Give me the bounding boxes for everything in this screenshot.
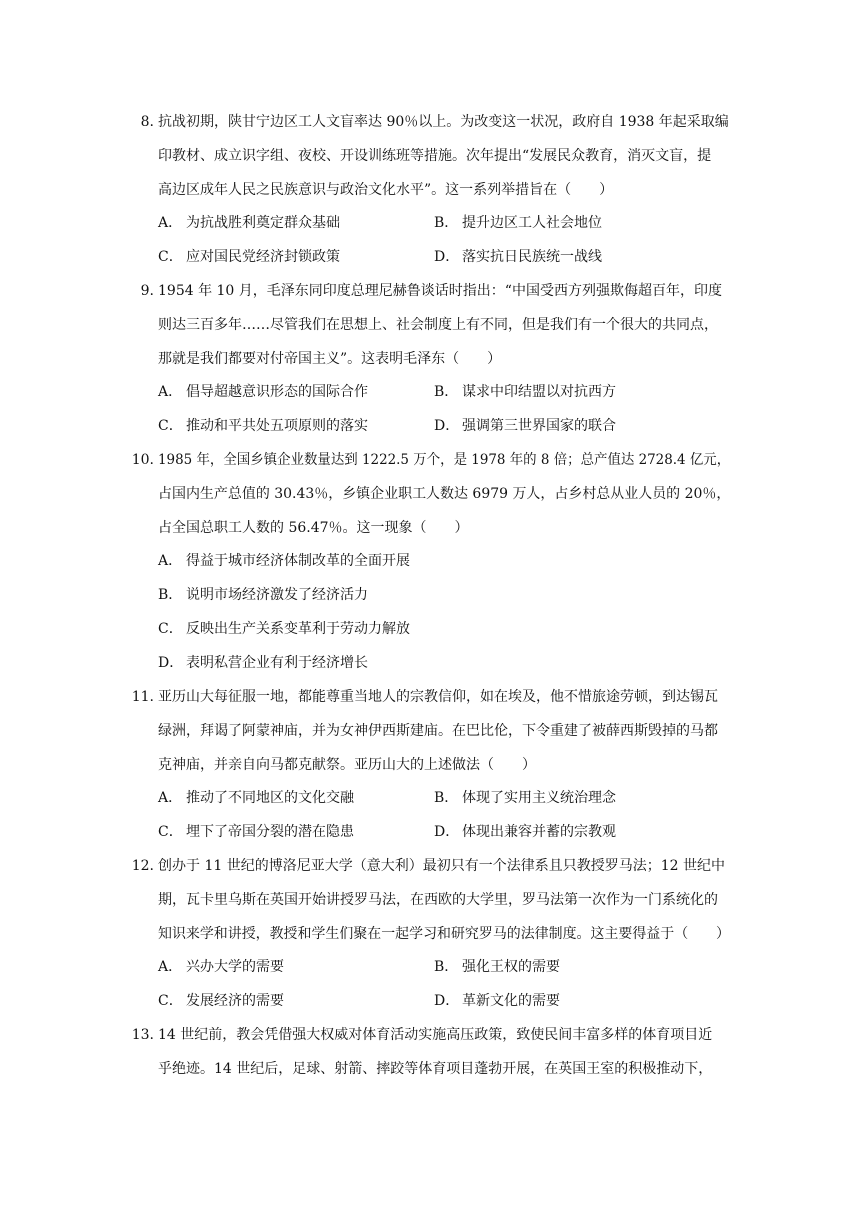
option-letter: B． (434, 215, 459, 231)
option-text: 表明私营企业有利于经济增长 (186, 655, 368, 671)
question-text-line: 占国内生产总值的 30.43％，乡镇企业职工人数达 6979 万人，占乡村总从业人员的 20％， (158, 486, 731, 502)
question-text-line: 知识来学和讲授，教授和学生们聚在一起学习和研究罗马的法律制度。这主要得益于（ ） (158, 926, 730, 942)
question-text-line: 抗战初期，陕甘宁边区工人文盲率达 90％以上。为改变这一状况，政府自 1938 年起采取编 (158, 114, 729, 130)
option-letter: B． (434, 790, 459, 806)
option-letter: A． (158, 553, 183, 569)
option-text: 兴办大学的需要 (186, 959, 284, 975)
option-b (158, 585, 368, 605)
question-text-line: 1985 年，全国乡镇企业数量达到 1222.5 万个，是 1978 年的 8 倍；总产值达 2728.4 亿元， (158, 452, 731, 468)
option-letter: B． (434, 384, 459, 400)
question-number: 13. (131, 1027, 154, 1043)
option-a (158, 551, 410, 571)
question-text-line: 高边区成年人民之民族意识与政治文化水平”。这一系列举措旨在（ ） (158, 182, 614, 198)
option-letter: A． (158, 384, 183, 400)
question-number: 9. (140, 283, 154, 299)
option-c (158, 991, 284, 1011)
question-number: 11. (131, 689, 154, 705)
option-text: 强调第三世界国家的联合 (462, 418, 616, 434)
option-text: 发展经济的需要 (186, 993, 284, 1009)
option-letter: D． (434, 824, 460, 840)
question-number: 8. (140, 114, 154, 130)
question-text-line: 占全国总职工人数的 56.47％。这一现象（ ） (158, 520, 469, 536)
question-text-line: 绿洲，拜谒了阿蒙神庙，并为女神伊西斯建庙。在巴比伦，下令重建了被薛西斯毁掉的马都 (158, 723, 718, 739)
option-d (158, 653, 368, 673)
option-letter: D． (434, 993, 460, 1009)
question-text-line: 1954 年 10 月，毛泽东同印度总理尼赫鲁谈话时指出：“中国受西方列强欺侮超百年，印度 (158, 283, 722, 299)
option-text: 倡导超越意识形态的国际合作 (186, 384, 368, 400)
option-text: 体现了实用主义统治理念 (462, 790, 616, 806)
option-text: 谋求中印结盟以对抗西方 (462, 384, 616, 400)
option-b (434, 788, 616, 808)
option-text: 落实抗日民族统一战线 (462, 249, 602, 265)
question-number: 12. (131, 858, 154, 874)
option-d (434, 416, 616, 436)
option-text: 为抗战胜利奠定群众基础 (186, 215, 340, 231)
option-letter: D． (158, 655, 184, 671)
option-a (158, 788, 354, 808)
option-text: 埋下了帝国分裂的潜在隐患 (186, 824, 354, 840)
question-text-line: 那就是我们都要对付帝国主义”。这表明毛泽东（ ） (158, 351, 502, 367)
question-text-line: 则达三百多年……尽管我们在思想上、社会制度上有不同，但是我们有一个很大的共同点， (158, 317, 718, 333)
option-letter: C． (158, 249, 183, 265)
option-d (434, 822, 616, 842)
option-letter: A． (158, 215, 183, 231)
question-text-line: 乎绝迹。14 世纪后，足球、射箭、摔跤等体育项目蓬勃开展，在英国王室的积极推动下， (158, 1061, 713, 1077)
option-text: 得益于城市经济体制改革的全面开展 (186, 553, 410, 569)
option-c (158, 416, 368, 436)
option-a (158, 382, 368, 402)
question-text-line: 创办于 11 世纪的博洛尼亚大学（意大利）最初只有一个法律系且只教授罗马法；12 世纪中 (158, 858, 725, 874)
option-text: 革新文化的需要 (462, 993, 560, 1009)
option-text: 说明市场经济激发了经济活力 (186, 587, 368, 603)
option-a (158, 957, 284, 977)
option-text: 推动了不同地区的文化交融 (186, 790, 354, 806)
question-number: 10. (131, 452, 154, 468)
option-letter: B． (434, 959, 459, 975)
option-letter: D． (434, 249, 460, 265)
option-letter: A． (158, 959, 183, 975)
question-text-line: 印教材、成立识字组、夜校、开设训练班等措施。次年提出“发展民众教育，消灭文盲，提 (158, 148, 712, 164)
option-c (158, 822, 354, 842)
option-c (158, 619, 410, 639)
option-b (434, 382, 616, 402)
option-d (434, 247, 602, 267)
option-d (434, 991, 560, 1011)
question-text-line: 克神庙，并亲自向马都克献祭。亚历山大的上述做法（ ） (158, 757, 536, 773)
option-letter: C． (158, 621, 183, 637)
option-b (434, 213, 602, 233)
option-a (158, 213, 340, 233)
option-c (158, 247, 340, 267)
question-text-line: 期，瓦卡里乌斯在英国开始讲授罗马法，在西欧的大学里，罗马法第一次作为一门系统化的 (158, 892, 718, 908)
option-letter: C． (158, 418, 183, 434)
option-letter: C． (158, 824, 183, 840)
option-letter: C． (158, 993, 183, 1009)
option-text: 体现出兼容并蓄的宗教观 (462, 824, 616, 840)
option-b (434, 957, 560, 977)
option-letter: D． (434, 418, 460, 434)
option-text: 应对国民党经济封锁政策 (186, 249, 340, 265)
option-text: 强化王权的需要 (462, 959, 560, 975)
option-letter: A． (158, 790, 183, 806)
question-text-line: 亚历山大每征服一地，都能尊重当地人的宗教信仰，如在埃及，他不惜旅途劳顿，到达锡瓦 (158, 689, 718, 705)
option-text: 反映出生产关系变革利于劳动力解放 (186, 621, 410, 637)
option-text: 提升边区工人社会地位 (462, 215, 602, 231)
option-text: 推动和平共处五项原则的落实 (186, 418, 368, 434)
question-text-line: 14 世纪前，教会凭借强大权威对体育活动实施高压政策，致使民间丰富多样的体育项目近 (158, 1027, 713, 1043)
option-letter: B． (158, 587, 183, 603)
